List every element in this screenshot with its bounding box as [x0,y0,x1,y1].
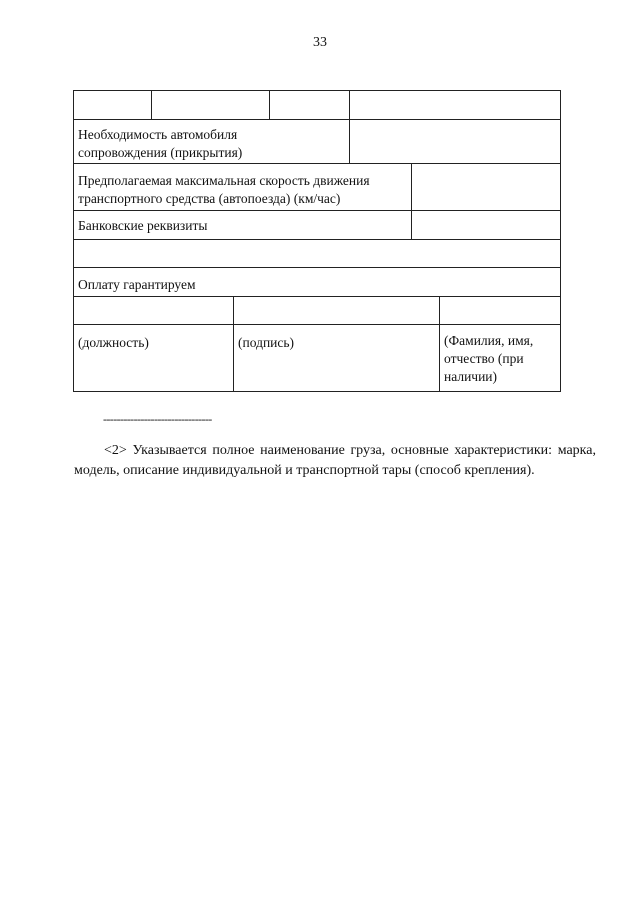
speed-label-line2: транспортного средства (автопоезда) (км/час) [78,191,341,206]
cell-divider [269,90,270,119]
table-border-top [73,90,561,91]
cell-divider [349,90,350,163]
speed-label-line1: Предполагаемая максимальная скорость движения [78,173,370,188]
full-name-caption-line3: наличии) [444,369,498,384]
row-divider [73,324,561,325]
footnote-text: <2> Указывается полное наименование груза, основные характеристики: марка, модель, описание индивидуальной и транспортной тары (способ крепления). [74,443,596,478]
table-border-left [73,90,74,392]
full-name-caption-line2: отчество (при [444,351,524,366]
table-border-bottom [73,391,561,392]
full-name-caption-line1: (Фамилия, имя, [444,333,534,348]
row-divider [73,119,561,120]
row-divider [73,296,561,297]
position-caption: (должность) [78,335,149,350]
bank-details-label: Банковские реквизиты [78,218,208,233]
cell-divider [151,90,152,119]
row-divider [73,267,561,268]
cell-divider [411,163,412,239]
signature-caption: (подпись) [238,335,295,350]
row-divider [73,210,561,211]
payment-guarantee-label: Оплату гарантируем [78,277,196,292]
page-number: 33 [313,35,327,50]
row-divider [73,239,561,240]
footnote-separator: -------------------------------- [103,412,212,426]
row-divider [73,163,561,164]
table-border-right [560,90,561,392]
cell-divider [233,296,234,392]
application-form-table [73,90,561,392]
escort-label-line2: сопровождения (прикрытия) [78,145,243,160]
escort-label-line1: Необходимость автомобиля [78,127,238,142]
cell-divider [439,296,440,392]
